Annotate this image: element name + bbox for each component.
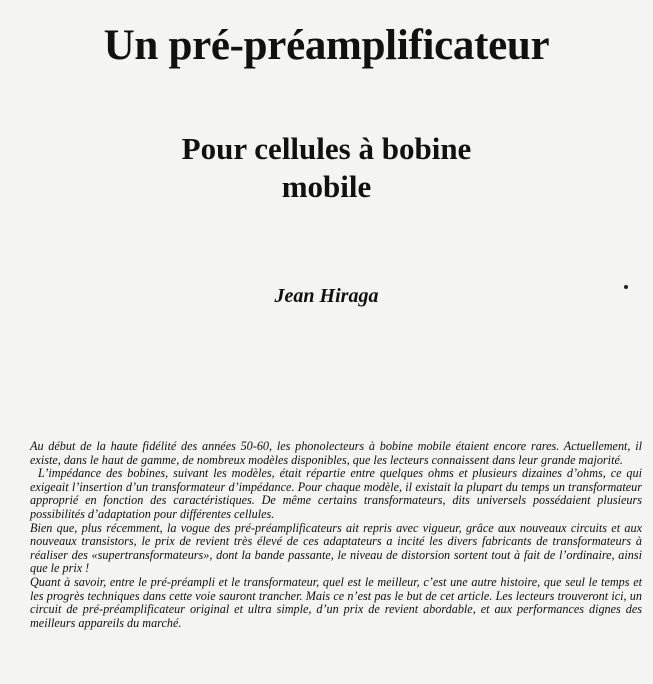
intro-text — [30, 440, 642, 630]
intro-paragraph-1: Au début de la haute fidélité des années 50-60, les phonolecteurs à bobine mobile étaient encore rares. Actuellement, il existe, dans le haut de gamme, de nombreux modèles disponibles, que les lecteurs connaissent dans leur grande majorité. — [30, 439, 642, 467]
intro-paragraph-3: Bien que, plus récemment, la vogue des pré-préamplificateurs ait repris avec vigueur, grâce aux nouveaux circuits et aux nouveaux transistors, le prix de revient très élevé de ces adaptateurs a incité les divers fabricants de transformateurs à réaliser des «supertransformateurs», dont la bande passante, le niveau de distorsion sortent tout à fait de l’ordinaire, ainsi que le prix ! — [30, 520, 642, 576]
subtitle-line-2: mobile — [281, 169, 372, 204]
article-author: Jean Hiraga — [274, 285, 379, 307]
article-title: Un pré-préamplificateur — [103, 22, 550, 69]
subtitle-line-1: Pour cellules à bobine — [181, 131, 472, 166]
intro-paragraph-4: Quant à savoir, entre le pré-préampli et le transformateur, quel est le meilleur, c’est une autre histoire, que seul le temps et les progrès techniques dans cette voie sauront trancher. Mais ce n’est pas le but de cet article. Les lecteurs trouveront ici, un circuit de pré-préamplificateur original et ultra simple, d’un prix de revient abordable, et aux performances dignes des meilleurs appareils du marché. — [30, 574, 642, 630]
intro-paragraph-2: L’impédance des bobines, suivant les modèles, était répartie entre quelques ohms et plusieurs dizaines d’ohms, ce qui exigeait l’insertion d’un transformateur d’impédance. Pour chaque modèle, il existait la plupart du temps un transformateur approprié en fonction des caractéristiques. De même certains transformateurs, dits universels possédaient plusieurs possibilités d’adaptation pour différentes cellules. — [30, 466, 642, 521]
print-speck — [624, 285, 628, 289]
article-subtitle — [0, 130, 653, 206]
